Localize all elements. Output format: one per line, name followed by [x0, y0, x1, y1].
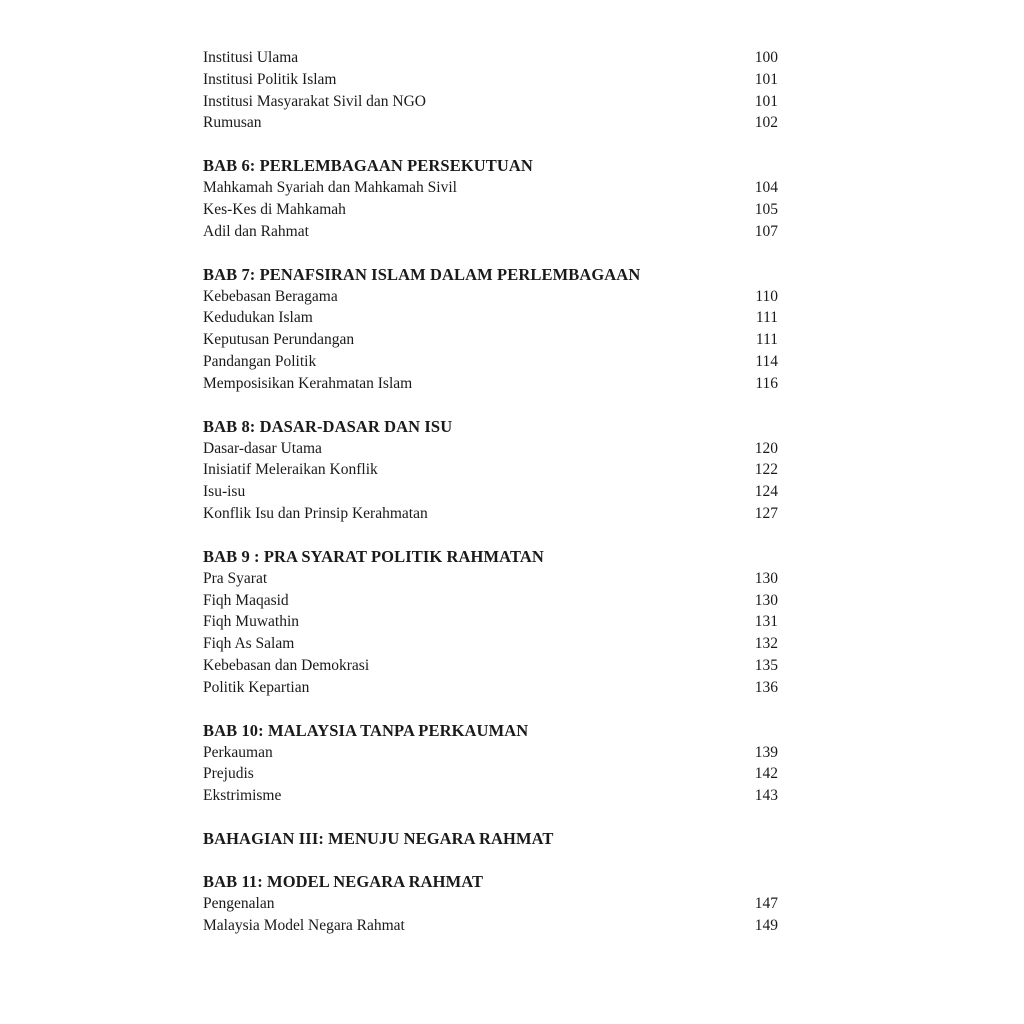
toc-entry	[203, 351, 778, 373]
toc-entry-title: Prejudis	[203, 765, 254, 783]
toc-entry	[203, 69, 778, 91]
part-heading: BAHAGIAN III: MENUJU NEGARA RAHMAT	[203, 828, 554, 848]
toc-entry-title: Politik Kepartian	[203, 678, 310, 696]
toc-entry-title: Dasar-dasar Utama	[203, 439, 322, 457]
chapter-heading: BAB 11: MODEL NEGARA RAHMAT	[203, 871, 484, 891]
toc-entry-page: 131	[754, 613, 778, 631]
toc-entry-title: Fiqh As Salam	[203, 635, 295, 653]
toc-entry	[203, 611, 778, 633]
toc-entry-page: 104	[754, 179, 778, 197]
toc-entry	[203, 785, 778, 807]
toc-entry-page: 111	[755, 331, 778, 349]
toc-entry	[203, 177, 778, 199]
toc-entry	[203, 481, 778, 503]
toc-entry	[203, 655, 778, 677]
toc-entry-title: Institusi Masyarakat Sivil dan NGO	[203, 92, 427, 110]
toc-entry-page: 122	[754, 461, 778, 479]
toc-entry-title: Fiqh Maqasid	[203, 591, 289, 609]
toc-entry-page: 124	[754, 483, 778, 501]
toc-entry-page: 142	[754, 765, 778, 783]
toc-entry	[203, 91, 778, 113]
toc-entry-title: Memposisikan Kerahmatan Islam	[203, 374, 413, 392]
toc-entry-title: Mahkamah Syariah dan Mahkamah Sivil	[203, 179, 457, 197]
toc-entry-title: Konflik Isu dan Prinsip Kerahmatan	[203, 504, 428, 522]
toc-entry	[203, 47, 778, 69]
toc-entry-title: Kes-Kes di Mahkamah	[203, 200, 346, 218]
toc-entry	[203, 307, 778, 329]
toc-entry-page: 107	[754, 222, 778, 240]
toc-entry-page: 101	[754, 92, 778, 110]
toc-entry	[203, 286, 778, 308]
toc-entry-page: 130	[754, 569, 778, 587]
toc-entry-page: 110	[755, 287, 778, 305]
chapter-heading: BAB 10: MALAYSIA TANPA PERKAUMAN	[203, 720, 529, 740]
toc-entry	[203, 329, 778, 351]
table-of-contents	[203, 47, 778, 937]
toc-entry-page: 143	[754, 787, 778, 805]
toc-entry-title: Rumusan	[203, 114, 262, 132]
toc-entry-title: Pandangan Politik	[203, 352, 317, 370]
toc-entry-title: Adil dan Rahmat	[203, 222, 309, 240]
toc-entry-title: Pra Syarat	[203, 569, 268, 587]
toc-entry	[203, 459, 778, 481]
toc-entry-page: 114	[755, 352, 778, 370]
toc-entry	[203, 590, 778, 612]
chapter-heading: BAB 7: PENAFSIRAN ISLAM DALAM PERLEMBAGAAN	[203, 264, 641, 284]
toc-entry-page: 127	[754, 504, 778, 522]
toc-entry-page: 149	[754, 916, 778, 934]
toc-entry-page: 136	[754, 678, 778, 696]
toc-entry-title: Malaysia Model Negara Rahmat	[203, 916, 405, 934]
toc-entry-page: 102	[754, 114, 778, 132]
toc-entry-title: Keputusan Perundangan	[203, 331, 355, 349]
toc-entry	[203, 503, 778, 525]
toc-entry	[203, 568, 778, 590]
toc-entry-page: 101	[754, 70, 778, 88]
toc-entry	[203, 915, 778, 937]
toc-entry	[203, 373, 778, 395]
toc-entry	[203, 221, 778, 243]
toc-entry-title: Institusi Politik Islam	[203, 70, 337, 88]
toc-entry-page: 132	[754, 635, 778, 653]
toc-entry-page: 130	[754, 591, 778, 609]
toc-entry-title: Inisiatif Meleraikan Konflik	[203, 461, 378, 479]
toc-entry	[203, 633, 778, 655]
toc-entry-title: Kedudukan Islam	[203, 309, 313, 327]
toc-entry-title: Fiqh Muwathin	[203, 613, 300, 631]
toc-entry-page: 105	[754, 200, 778, 218]
toc-entry-page: 116	[755, 374, 778, 392]
toc-entry-title: Ekstrimisme	[203, 787, 282, 805]
toc-entry-page: 135	[754, 656, 778, 674]
toc-entry-page: 111	[755, 309, 778, 327]
toc-entry	[203, 677, 778, 699]
toc-entry-title: Isu-isu	[203, 483, 246, 501]
toc-entry	[203, 199, 778, 221]
toc-entry-page: 147	[754, 894, 778, 912]
chapter-heading: BAB 8: DASAR-DASAR DAN ISU	[203, 416, 453, 436]
chapter-heading: BAB 9 : PRA SYARAT POLITIK RAHMATAN	[203, 546, 544, 566]
toc-entry-title: Kebebasan Beragama	[203, 287, 338, 305]
toc-entry-page: 120	[754, 439, 778, 457]
toc-entry-title: Pengenalan	[203, 894, 275, 912]
toc-entry-title: Perkauman	[203, 743, 273, 761]
toc-entry	[203, 763, 778, 785]
toc-entry-page: 100	[754, 49, 778, 66]
toc-entry	[203, 893, 778, 915]
toc-entry	[203, 112, 778, 134]
chapter-heading: BAB 6: PERLEMBAGAAN PERSEKUTUAN	[203, 156, 533, 176]
toc-entry	[203, 438, 778, 460]
toc-entry-page: 139	[754, 743, 778, 761]
toc-entry-title: Institusi Ulama	[203, 49, 299, 66]
toc-entry	[203, 742, 778, 764]
toc-entry-title: Kebebasan dan Demokrasi	[203, 656, 370, 674]
